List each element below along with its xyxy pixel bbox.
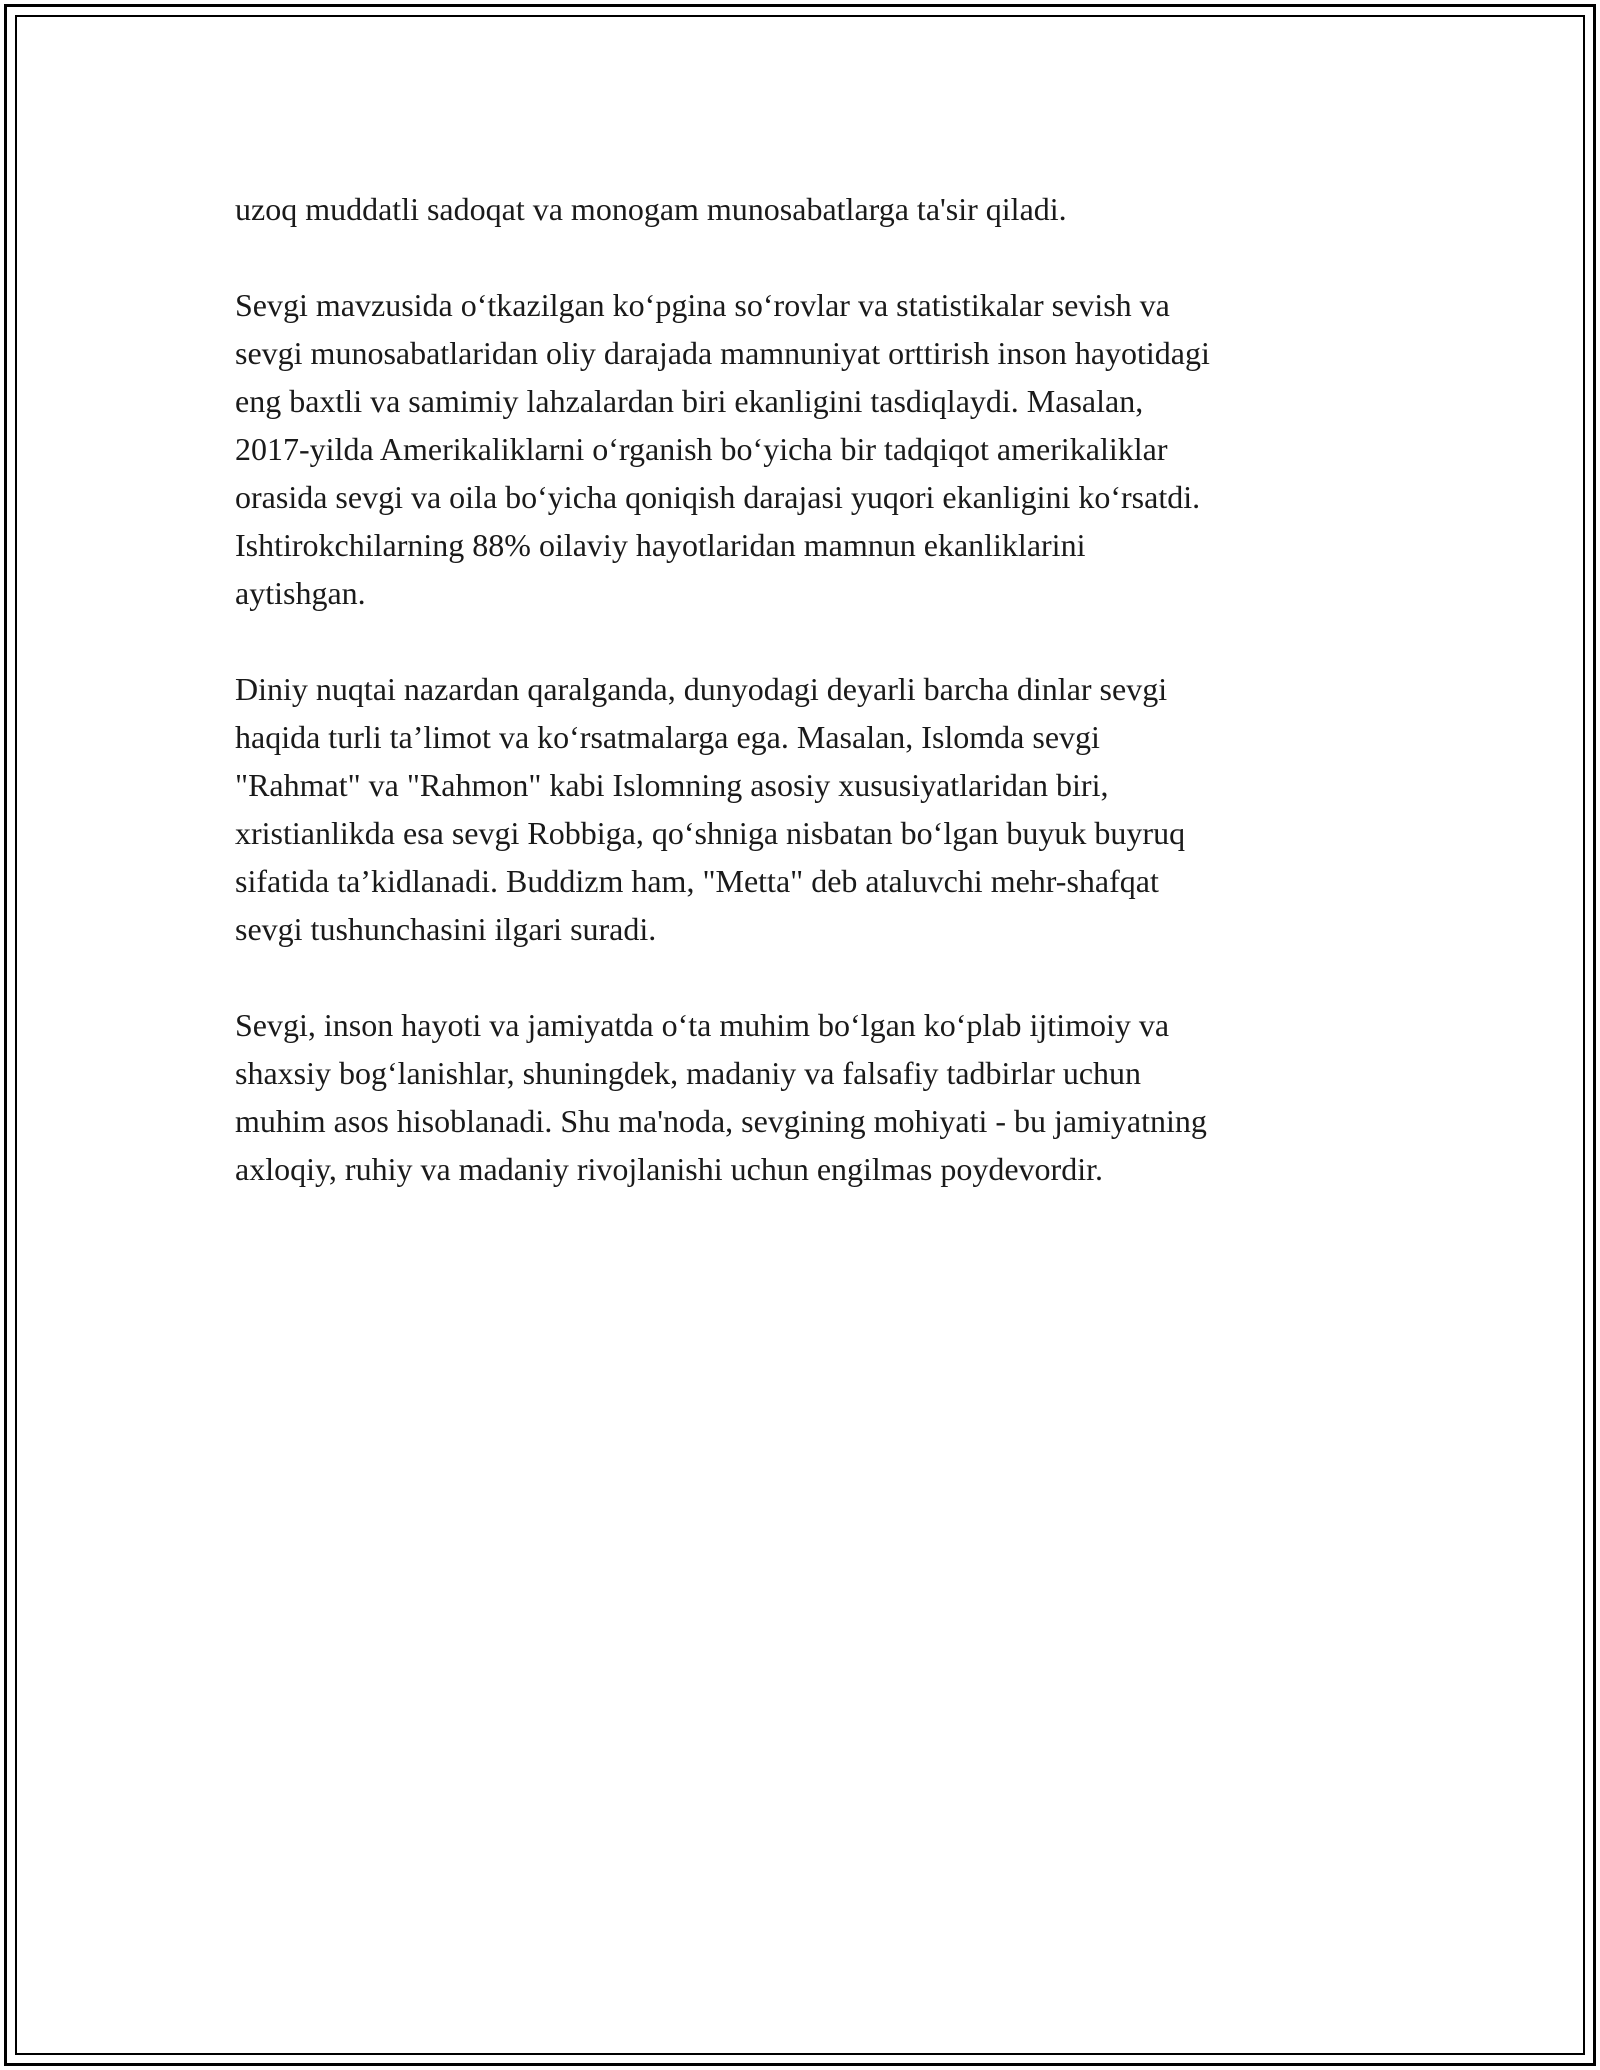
document-body — [235, 185, 1365, 1241]
paragraph-3: Diniy nuqtai nazardan qaralganda, dunyodagi deyarli barcha dinlar sevgi haqida turli ta’limot va ko‘rsatmalarga ega. Masalan, Islomda sevgi "Rahmat" va "Rahmon" kabi Islomning asosiy xususiyatlaridan biri, xristianlikda esa sevgi Robbiga, qo‘shniga nisbatan bo‘lgan buyuk buyruq sifatida ta’kidlanadi. Buddizm ham, "Metta" deb ataluvchi mehr-shafqat sevgi tushunchasini ilgari suradi. — [235, 671, 1186, 947]
paragraph-4: Sevgi, inson hayoti va jamiyatda o‘ta muhim bo‘lgan ko‘plab ijtimoiy va shaxsiy bog‘lanishlar, shuningdek, madaniy va falsafiy tadbirlar uchun muhim asos hisoblanadi. Shu ma'noda, sevgining mohiyati - bu jamiyatning axloqiy, ruhiy va madaniy rivojlanishi uchun engilmas poydevordir. — [235, 1007, 1207, 1187]
paragraph-2: Sevgi mavzusida o‘tkazilgan ko‘pgina so‘rovlar va statistikalar sevish va sevgi munosabatlaridan oliy darajada mamnuniyat orttirish inson hayotidagi eng baxtli va samimiy lahzalardan biri ekanligini tasdiqlaydi. Masalan, 2017-yilda Amerikaliklarni o‘rganish bo‘yicha bir tadqiqot amerikaliklar orasida sevgi va oila bo‘yicha qoniqish darajasi yuqori ekanligini ko‘rsatdi. Ishtirokchilarning 88% oilaviy hayotlaridan mamnun ekanliklarini aytishgan. — [235, 287, 1210, 611]
paragraph-1: uzoq muddatli sadoqat va monogam munosabatlarga ta'sir qiladi. — [235, 191, 1067, 227]
